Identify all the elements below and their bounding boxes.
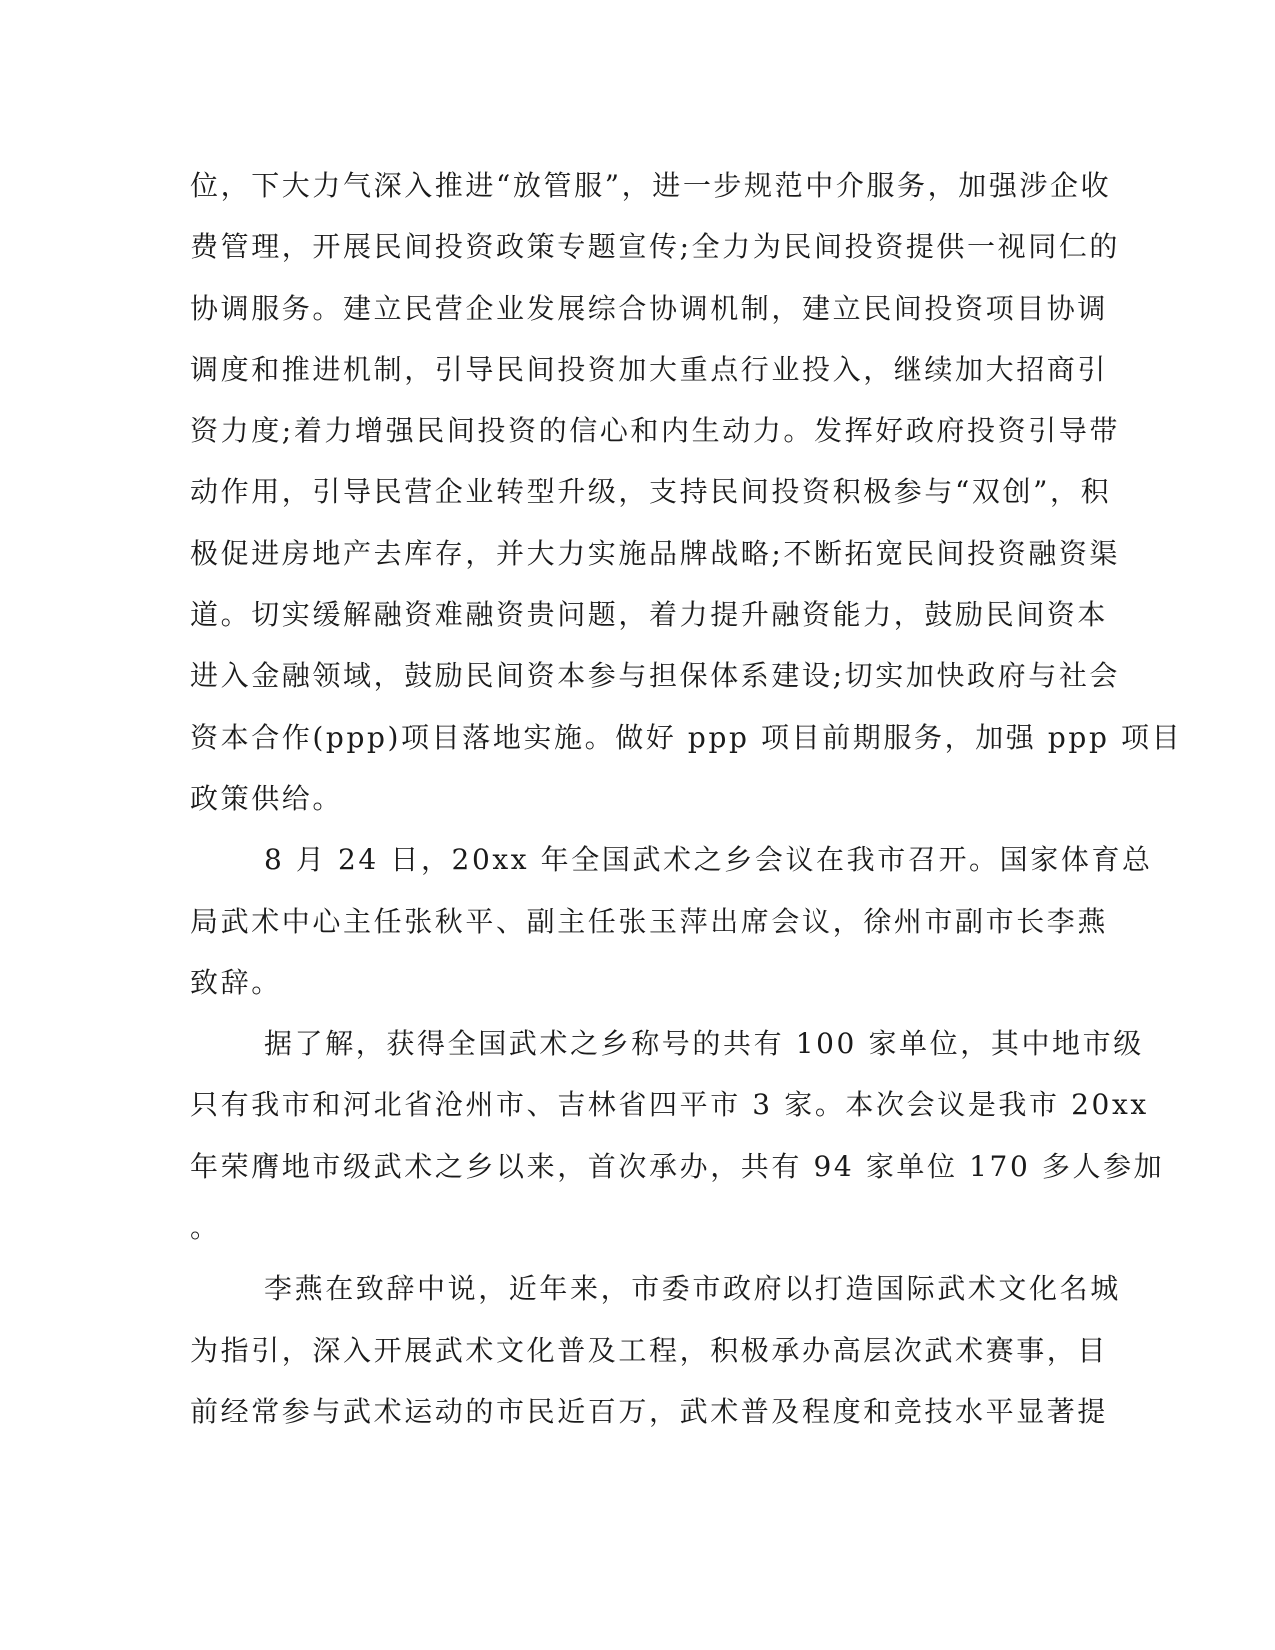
text-line: 局武术中心主任张秋平、副主任张玉萍出席会议，徐州市副市长李燕 <box>190 904 1109 938</box>
text-line: 动作用，引导民营企业转型升级，支持民间投资积极参与“双创”，积 <box>190 475 1112 509</box>
paragraph-first-line: 李燕在致辞中说，近年来，市委市政府以打造国际武术文化名城 <box>264 1272 1121 1306</box>
body-text <box>190 155 1183 1442</box>
text-line: 政策供给。 <box>190 781 344 815</box>
text-line: 费管理，开展民间投资政策专题宣传;全力为民间投资提供一视同仁的 <box>190 230 1121 264</box>
text-line: 资本合作(ppp)项目落地实施。做好 ppp 项目前期服务，加强 ppp 项目 <box>190 720 1183 754</box>
text-line: 资力度;着力增强民间投资的信心和内生动力。发挥好政府投资引导带 <box>190 414 1121 448</box>
paragraph-first-line: 8 月 24 日，20xx 年全国武术之乡会议在我市召开。国家体育总 <box>264 843 1153 877</box>
text-line: 位，下大力气深入推进“放管服”，进一步规范中介服务，加强涉企收 <box>190 169 1112 202</box>
text-line: 进入金融领域，鼓励民间资本参与担保体系建设;切实加快政府与社会 <box>190 659 1121 693</box>
text-line: 极促进房地产去库存，并大力实施品牌战略;不断拓宽民间投资融资渠 <box>190 536 1121 570</box>
paragraph-first-line: 据了解，获得全国武术之乡称号的共有 100 家单位，其中地市级 <box>264 1027 1144 1061</box>
text-line: 年荣膺地市级武术之乡以来，首次承办，共有 94 家单位 170 多人参加 <box>190 1149 1165 1183</box>
text-line: 致辞。 <box>190 965 282 999</box>
text-line: 只有我市和河北省沧州市、吉林省四平市 3 家。本次会议是我市 20xx <box>190 1088 1149 1122</box>
text-line: 协调服务。建立民营企业发展综合协调机制，建立民间投资项目协调 <box>190 291 1109 325</box>
text-line: 道。切实缓解融资难融资贵问题，着力提升融资能力，鼓励民间资本 <box>190 598 1109 632</box>
text-line: 。 <box>190 1211 221 1245</box>
text-line: 为指引，深入开展武术文化普及工程，积极承办高层次武术赛事，目 <box>190 1333 1109 1367</box>
text-line: 前经常参与武术运动的市民近百万，武术普及程度和竞技水平显著提 <box>190 1394 1109 1428</box>
text-line: 调度和推进机制，引导民间投资加大重点行业投入，继续加大招商引 <box>190 352 1109 386</box>
